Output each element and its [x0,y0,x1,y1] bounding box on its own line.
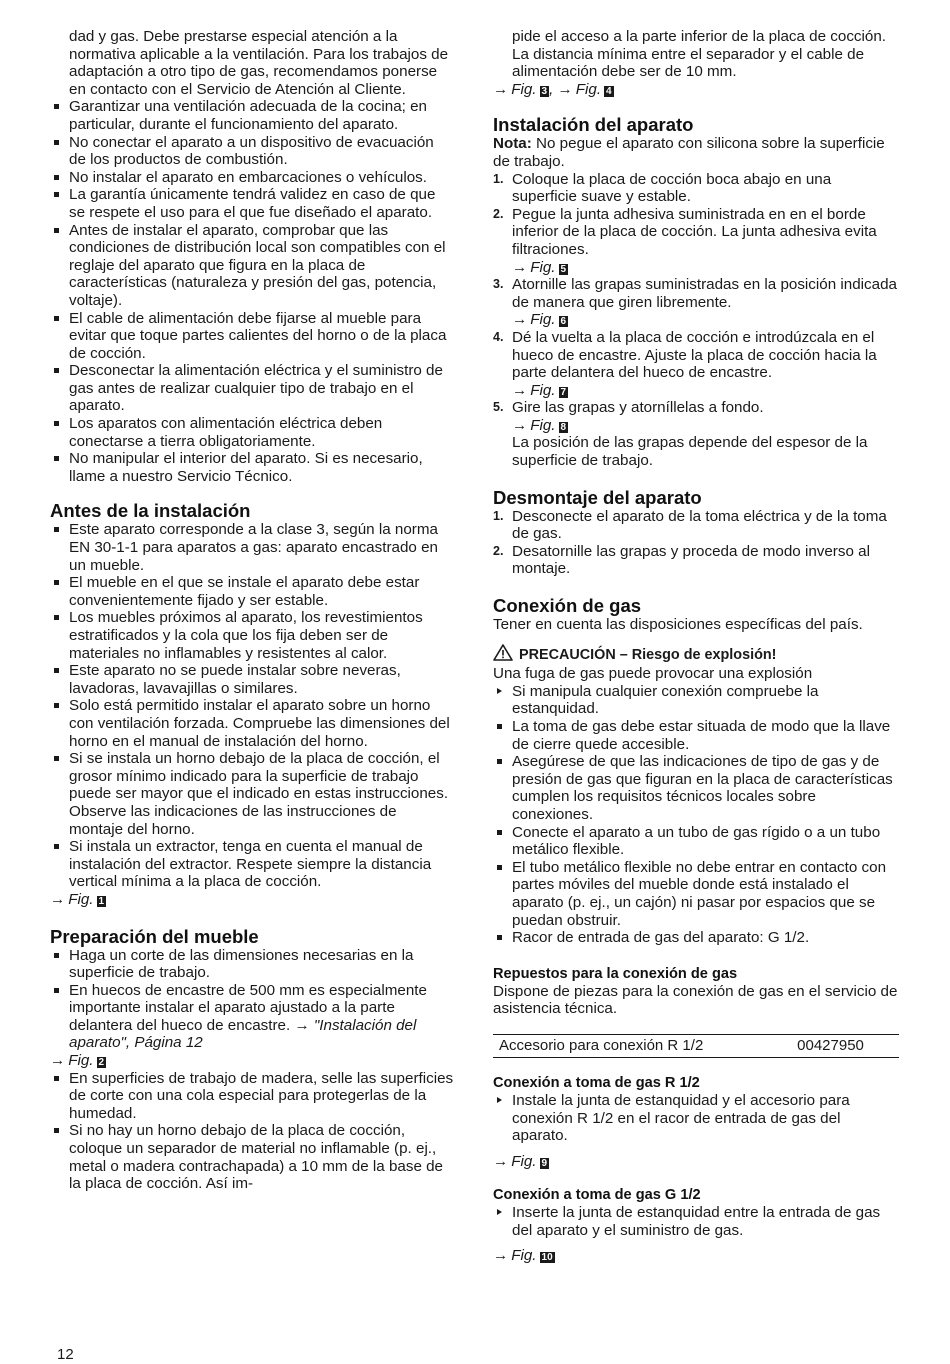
gas-list [493,718,899,947]
list-item: Haga un corte de las dimensiones necesarias en la superficie de trabajo. [50,947,454,982]
list-item: Los muebles próximos al aparato, los revestimientos estratificados y la cola que los fija deben ser de materiales no inflamables y resistentes al calor. [50,609,454,662]
action-step: Instale la junta de estanquidad y el accesorio para conexión R 1/2 en el racor de entrada de gas del aparato. [493,1092,899,1145]
action-step: Si manipula cualquier conexión compruebe la estanquidad. [493,683,899,718]
step: 2. Desatornille las grapas y proceda de modo inverso al montaje. [493,542,870,578]
list-item: No instalar el aparato en embarcaciones o vehículos. [50,169,454,187]
action-step: Inserte la junta de estanquidad entre la entrada de gas del aparato y el suministro de gas. [493,1204,899,1239]
step: 3. Atornille las grapas suministradas en la posición indicada de manera que giren libremente. → Fig. 6 [493,276,899,329]
subsection-title-g12: Conexión a toma de gas G 1/2 [493,1187,701,1204]
list-item: No conectar el aparato a un dispositivo de evacuación de los productos de combustión. [50,134,454,169]
list-item: Racor de entrada de gas del aparato: G 1/2. [493,929,899,947]
step: 1. Desconecte el aparato de la toma eléctrica y de la toma de gas. [493,507,887,543]
step: 4. Dé la vuelta a la placa de cocción e introdúzcala en el hueco de encastre. Ajuste la placa de cocción hacia la parte delantera del hueco de encastre. → Fig. 7 [493,329,899,399]
list-item: Garantizar una ventilación adecuada de la cocina; en particular, durante el funcionamiento del aparato. [50,98,454,133]
subsection-title-repuestos: Repuestos para la conexión de gas [493,965,738,982]
list-item: Antes de instalar el aparato, comprobar que las condiciones de distribución local son compatibles con el reglaje del aparato que figura en la placa de características (naturaleza y presión del gas, potencia, voltaje). [50,222,454,310]
figure-reference: → Fig. 7 [512,381,567,399]
figure-reference: → Fig. 2 [50,1052,105,1070]
list-item: Si instala un extractor, tenga en cuenta el manual de instalación del extractor. Respete siempre la distancia vertical mínima a la placa de cocción. [50,838,454,891]
figure-reference: → Fig. 9 [493,1152,548,1170]
list-item: Si se instala un horno debajo de la placa de cocción, el grosor mínimo indicado para la superficie de trabajo puede ser mayor que el indicado en estas instrucciones. Observe las indicaciones de las instrucciones de montaje del horno. [50,750,454,838]
figure-reference: → Fig. 8 [512,416,567,434]
figure-reference: → Fig. 10 [493,1247,553,1265]
accessory-table [493,1034,899,1058]
list-item: Conecte el aparato a un tubo de gas rígido o a un tubo metálico flexible. [493,824,899,859]
section-title-instalacion: Instalación del aparato [493,114,694,136]
accessory-name: Accesorio para conexión R 1/2 [493,1034,777,1057]
figure-reference: → Fig. 6 [512,311,567,329]
list-item: Asegúrese de que las indicaciones de tipo de gas y de presión de gas que figuran en la placa de características cumplen los requisitos técnicos locales sobre conexiones. [493,753,899,823]
list-item: El tubo metálico flexible no debe entrar en contacto con partes móviles del mueble donde está instalado el aparato (p. ej., un cajón) ni pasar por espacios que se puedan obstruir. [493,859,899,929]
gas-intro: Tener en cuenta las disposiciones específicas del país. [493,616,863,634]
list-item: En superficies de trabajo de madera, selle las superficies de corte con una cola especial para protegerlas de la humedad. [50,1070,454,1123]
list-item: El cable de alimentación debe fijarse al mueble para evitar que toque partes calientes del horno o de la placa de cocción. [50,310,454,363]
cross-reference-link[interactable]: "Instalación del aparato", Página 12 [69,1016,417,1052]
list-item: La garantía únicamente tendrá validez en caso de que se respete el uso para el que fue diseñado el aparato. [50,186,454,221]
left-column [50,28,454,1193]
section-title-preparacion: Preparación del mueble [50,925,259,947]
safety-list [50,98,454,485]
accessory-code: 00427950 [777,1034,899,1057]
steps-list [493,171,899,470]
section-title-antes: Antes de la instalación [50,500,251,522]
figure-reference: → Fig. 1 [50,890,105,908]
list-item: Este aparato no se puede instalar sobre neveras, lavadoras, lavavajillas o similares. [50,662,454,697]
table-row [493,1034,899,1057]
list-item: Solo está permitido instalar el aparato sobre un horno con ventilación forzada. Compruebe las dimensiones del horno en el manual de instalación del horno. [50,697,454,750]
section-title-desmontaje: Desmontaje del aparato [493,486,702,508]
list-item: El mueble en el que se instale el aparato debe estar convenientemente fijado y ser estable. [50,574,454,609]
figure-reference: → Fig. 3 , → Fig. 4 [493,80,612,98]
figure-reference: → Fig. 5 [512,258,567,276]
list-item: La toma de gas debe estar situada de modo que la llave de cierre quede accesible. [493,718,899,753]
list-item: No manipular el interior del aparato. Si es necesario, llame a nuestro Servicio Técnico. [50,450,454,485]
list-item: En huecos de encastre de 500 mm es especialmente importante instalar el aparato ajustado a la parte delantera del hueco de encastre. → "Instalación del aparato", Página 12 [50,982,454,1052]
warning-text: Una fuga de gas puede provocar una explosión [493,665,813,683]
step: 2. Pegue la junta adhesiva suministrada en en el borde inferior de la placa de cocción. La junta adhesiva evita filtraciones. → Fig. 5 [493,206,899,276]
note-paragraph: Nota: No pegue el aparato con silicona sobre la superficie de trabajo. [493,135,885,170]
list-item: Los aparatos con alimentación eléctrica deben conectarse a tierra obligatoriamente. [50,415,454,450]
intro-paragraph: dad y gas. Debe prestarse especial atención a la normativa aplicable a la ventilación. Para los trabajos de adaptación a otro tipo de gas, recomendamos ponerse en contacto con el Servicio de Atención al Cliente. [69,28,449,98]
right-column [493,28,899,1265]
warning-heading: PRECAUCIÓN – Riesgo de explosión! [493,644,899,666]
warning-triangle-icon [493,644,513,666]
step: 1. Coloque la placa de cocción boca abajo en una superficie suave y estable. [493,170,832,206]
page-number: 12 [57,1346,74,1363]
step: 5. Gire las grapas y atorníllelas a fondo. → Fig. 8 La posición de las grapas depende del espesor de la superficie de trabajo. [493,399,899,469]
list-item: Si no hay un horno debajo de la placa de cocción, coloque un separador de material no inflamable (p. ej., metal o madera contrachapada) a 10 mm de la base de la placa de cocción. Así im- [50,1122,454,1192]
list-item: Este aparato corresponde a la clase 3, según la norma EN 30-1-1 para aparatos a gas: aparato encastrado en un mueble. [50,521,454,574]
subsection-title-r12: Conexión a toma de gas R 1/2 [493,1074,700,1091]
list-item: Desconectar la alimentación eléctrica y el suministro de gas antes de realizar cualquier tipo de trabajo en el aparato. [50,362,454,415]
continued-paragraph: pide el acceso a la parte inferior de la placa de cocción. La distancia mínima entre el separador y el cable de alimentación debe ser de 10 mm. [512,28,887,81]
section-title-conexion-gas: Conexión de gas [493,595,642,617]
repuestos-text: Dispone de piezas para la conexión de gas en el servicio de asistencia técnica. [493,982,898,1018]
antes-list [50,521,454,890]
